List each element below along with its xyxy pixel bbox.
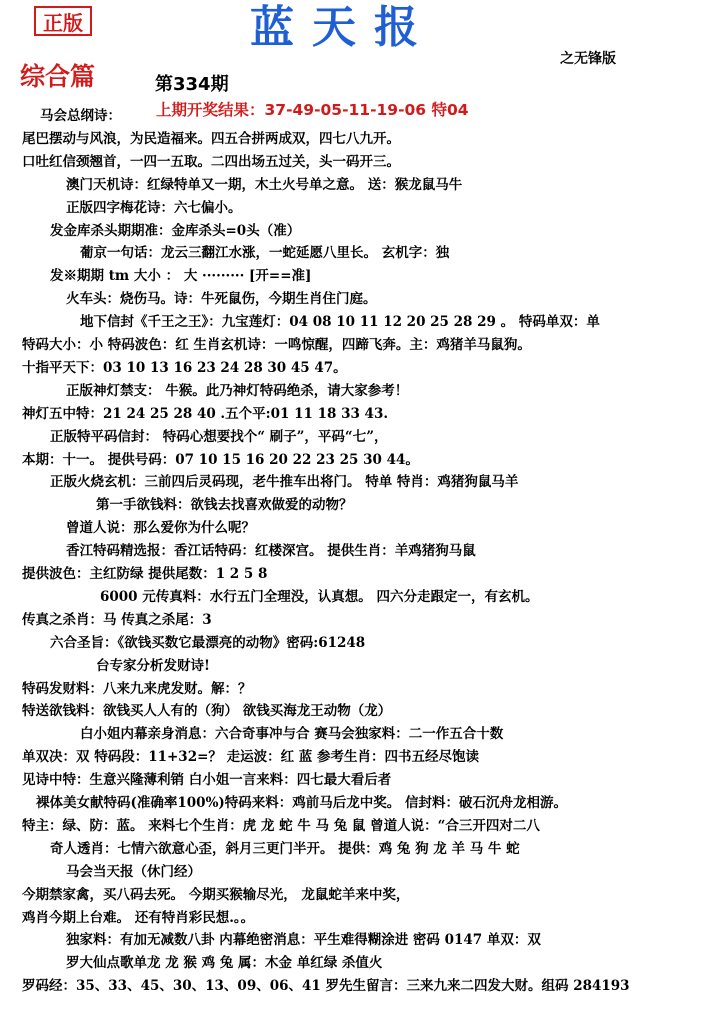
- last-draw-result: 上期开奖结果：37-49-05-11-19-06 特04: [156, 101, 469, 119]
- text-line: 白小姐内幕亲身消息：六合奇事冲与合 赛马会独家料：二一作五合十数: [80, 726, 504, 743]
- text-line: 罗码经：35、33、45、30、13、09、06、41 罗先生留言：三来九来二四发大财。组码 284193: [22, 978, 630, 995]
- text-line: 火车头：烧伤马。诗：牛死鼠伤，今期生肖住门庭。: [66, 291, 377, 308]
- text-line: 葡京一句话：龙云三翻江水涨，一蛇延愿八里长。 玄机字：独: [80, 245, 450, 262]
- text-line: 发※期期 tm 大小 ： 大 ········· [开==准]: [50, 268, 312, 285]
- text-line: 6000 元传真料：水行五门全理没，认真想。 四六分走跟定一，有玄机。: [100, 588, 539, 605]
- text-line: 尾巴摆动与风浪，为民造福来。四五合拼两成双，四七八九开。: [22, 130, 400, 147]
- text-line: 发金库杀头期期准：金库杀头=0头（准）: [50, 222, 301, 239]
- text-line: 特送欲钱料：欲钱买人人有的（狗） 欲钱买海龙王动物（龙）: [22, 703, 392, 720]
- text-line: 单双决：双 特码段：11+32=？ 走运波：红 蓝 参考生肖：四书五经尽饱读: [22, 749, 479, 766]
- issue-number: 第334期: [155, 74, 229, 95]
- text-line: 鸡肖今期上台难。 还有特肖彩民想.。。: [22, 909, 255, 926]
- text-line: 澳门天机诗：红绿特单又一期，木土火号单之意。 送：猴龙鼠马牛: [66, 176, 463, 193]
- text-line: 十指平天下：03 10 13 16 23 24 28 30 45 47。: [22, 359, 347, 376]
- text-line: 台专家分析发财诗!: [96, 657, 210, 674]
- text-line: 罗大仙点歌单龙 龙 猴 鸡 兔 属：木金 单红绿 杀值火: [66, 955, 383, 972]
- text-line: 裸体美女献特码(准确率100%)特码来料：鸡前马后龙中奖。 信封料：破石沉舟龙相游。: [36, 795, 567, 811]
- text-line: 地下信封《千王之王》：九宝莲灯：04 08 10 11 12 20 25 28 29 。 特码单双：单: [80, 314, 600, 331]
- text-line: 六合圣旨：《欲钱买数它最漂亮的动物》密码:61248: [50, 634, 366, 651]
- section-title: 综合篇: [20, 62, 96, 91]
- text-line: 今期禁家禽，买八码去死。 今期买猴输尽光， 龙鼠蛇羊来中奖，: [22, 886, 410, 903]
- text-line: 特码发财料：八来九来虎发财。解：？: [22, 680, 252, 697]
- text-line: 正版神灯禁支： 牛猴。此乃神灯特码绝杀，请大家参考！: [66, 382, 409, 399]
- text-line: 正版特平码信封： 特码心想要找个“ 刷子”，平码“七”，: [50, 428, 388, 445]
- text-line: 马会总纲诗：: [40, 108, 121, 124]
- text-line: 奇人透肖：七情六欲意心歪，斜月三更门半开。 提供：鸡 兔 狗 龙 羊 马 牛 蛇: [50, 840, 520, 857]
- text-line: 独家料：有加无减数八卦 内幕绝密消息：平生难得糊涂进 密码 0147 单双：双: [66, 932, 541, 949]
- text-line: 特主：绿、防：蓝。 来料七个生肖：虎 龙 蛇 牛 马 兔 鼠 曾道人说：“合三开四对二八: [22, 817, 540, 834]
- genuine-edition-badge: 正版: [34, 6, 92, 36]
- text-line: 传真之杀肖：马 传真之杀尾：3: [22, 611, 212, 628]
- edition-label: 之无锋版: [560, 51, 616, 67]
- text-line: 提供波色：主红防绿 提供尾数：1 2 5 8: [22, 566, 268, 582]
- text-line: 正版四字梅花诗：六七偏小。: [66, 199, 242, 216]
- text-line: 特码大小：小 特码波色：红 生肖玄机诗：一鸣惊醒，四蹄飞奔。主：鸡猪羊马鼠狗。: [22, 337, 531, 353]
- text-line: 正版火烧玄机：三前四后灵码现，老牛推车出将门。 特单 特肖：鸡猪狗鼠马羊: [50, 474, 519, 491]
- text-line: 曾道人说：那么爱你为什么呢？: [66, 520, 255, 537]
- text-line: 口吐红信颈翘首，一四一五取。二四出场五过关，头一码开三。: [22, 153, 400, 170]
- text-line: 本期：十一。 提供号码：07 10 15 16 20 22 23 25 30 44。: [22, 451, 419, 468]
- text-line: 马会当天报（休门经）: [66, 863, 201, 880]
- text-line: 香江特码精选报：香江话特码：红楼深宫。 提供生肖：羊鸡猪狗马鼠: [66, 543, 476, 560]
- text-line: 见诗中特：生意兴隆薄利销 白小姐一言来料：四七最大看后者: [22, 772, 392, 789]
- page-title: 蓝天报: [250, 2, 436, 53]
- text-line: 第一手欲钱料：欲钱去找喜欢做爱的动物？: [96, 497, 353, 514]
- text-line: 神灯五中特：21 24 25 28 40 .五个平:01 11 18 33 43.: [22, 405, 389, 422]
